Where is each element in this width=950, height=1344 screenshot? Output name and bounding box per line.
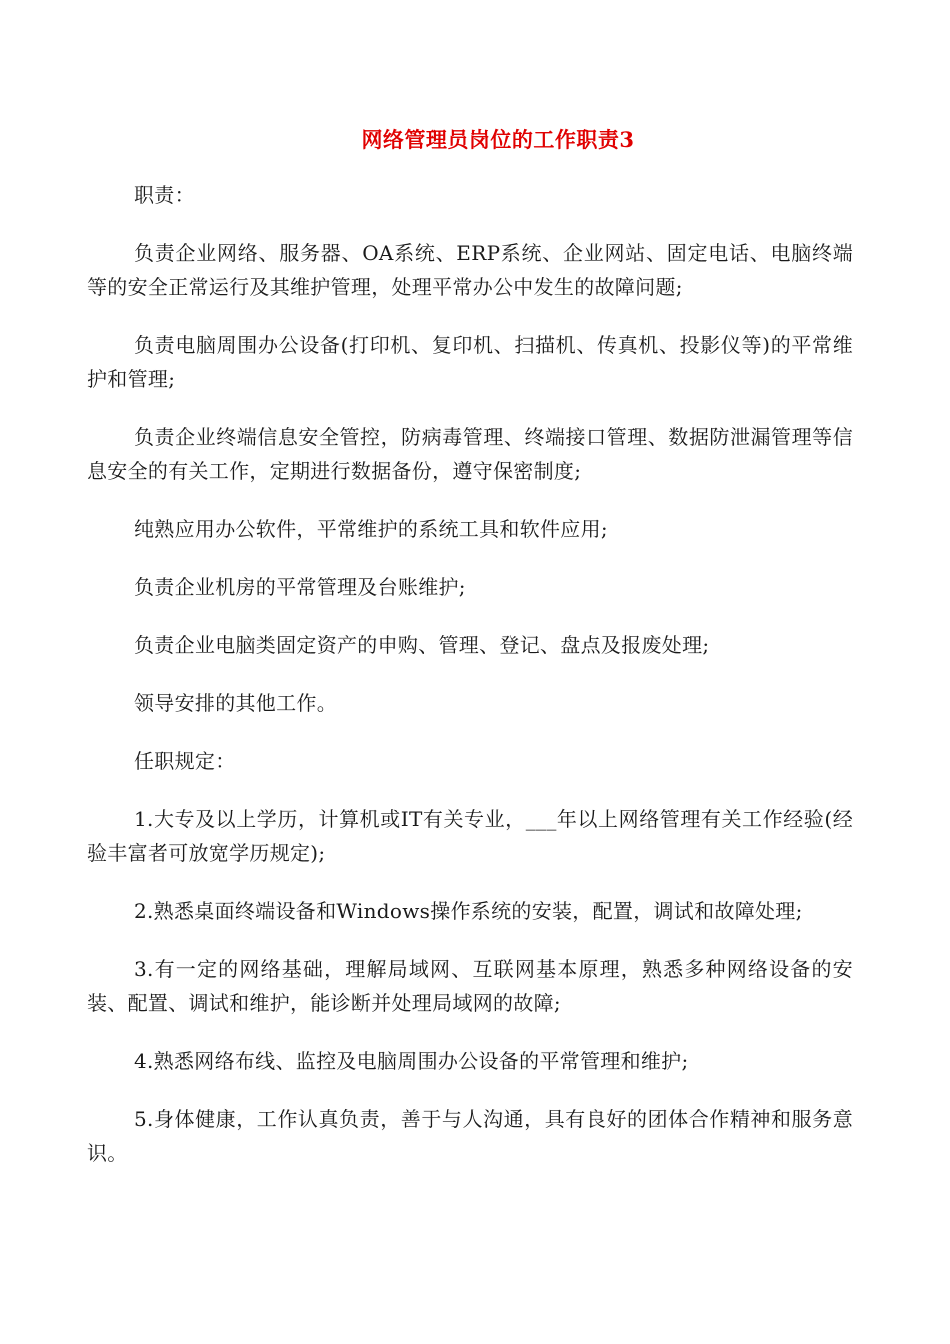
duty-paragraph: 领导安排的其他工作。 [134,691,337,715]
duty-paragraph: 负责企业机房的平常管理及台账维护; [134,575,466,599]
requirement-paragraph: 5.身体健康，工作认真负责，善于与人沟通，具有良好的团体合作精神和服务意识。 [87,1107,853,1165]
section-heading-requirements: 任职规定： [134,749,236,773]
duty-paragraph: 负责企业网络、服务器、OA系统、ERP系统、企业网站、固定电话、电脑终端等的安全正常运行及其维护管理，处理平常办公中发生的故障问题; [87,241,853,299]
duty-paragraph: 负责企业终端信息安全管控，防病毒管理、终端接口管理、数据防泄漏管理等信息安全的有关工作，定期进行数据备份，遵守保密制度; [87,425,853,483]
requirement-paragraph: 4.熟悉网络布线、监控及电脑周围办公设备的平常管理和维护; [134,1049,689,1073]
duty-paragraph: 负责电脑周围办公设备(打印机、复印机、扫描机、传真机、投影仪等)的平常维护和管理; [87,333,853,391]
duty-paragraph: 负责企业电脑类固定资产的申购、管理、登记、盘点及报废处理; [134,633,710,657]
requirement-paragraph: 3.有一定的网络基础，理解局域网、互联网基本原理，熟悉多种网络设备的安装、配置、调试和维护，能诊断并处理局域网的故障; [87,957,853,1015]
section-heading-duties: 职责： [134,183,195,207]
document-body [87,178,853,1194]
requirement-paragraph: 2.熟悉桌面终端设备和Windows操作系统的安装，配置，调试和故障处理; [134,899,803,923]
duty-paragraph: 纯熟应用办公软件，平常维护的系统工具和软件应用; [134,517,608,541]
requirement-paragraph: 1.大专及以上学历，计算机或IT有关专业，___年以上网络管理有关工作经验(经验丰富者可放宽学历规定); [87,807,853,865]
document-title: 网络管理员岗位的工作职责3 [361,127,635,152]
